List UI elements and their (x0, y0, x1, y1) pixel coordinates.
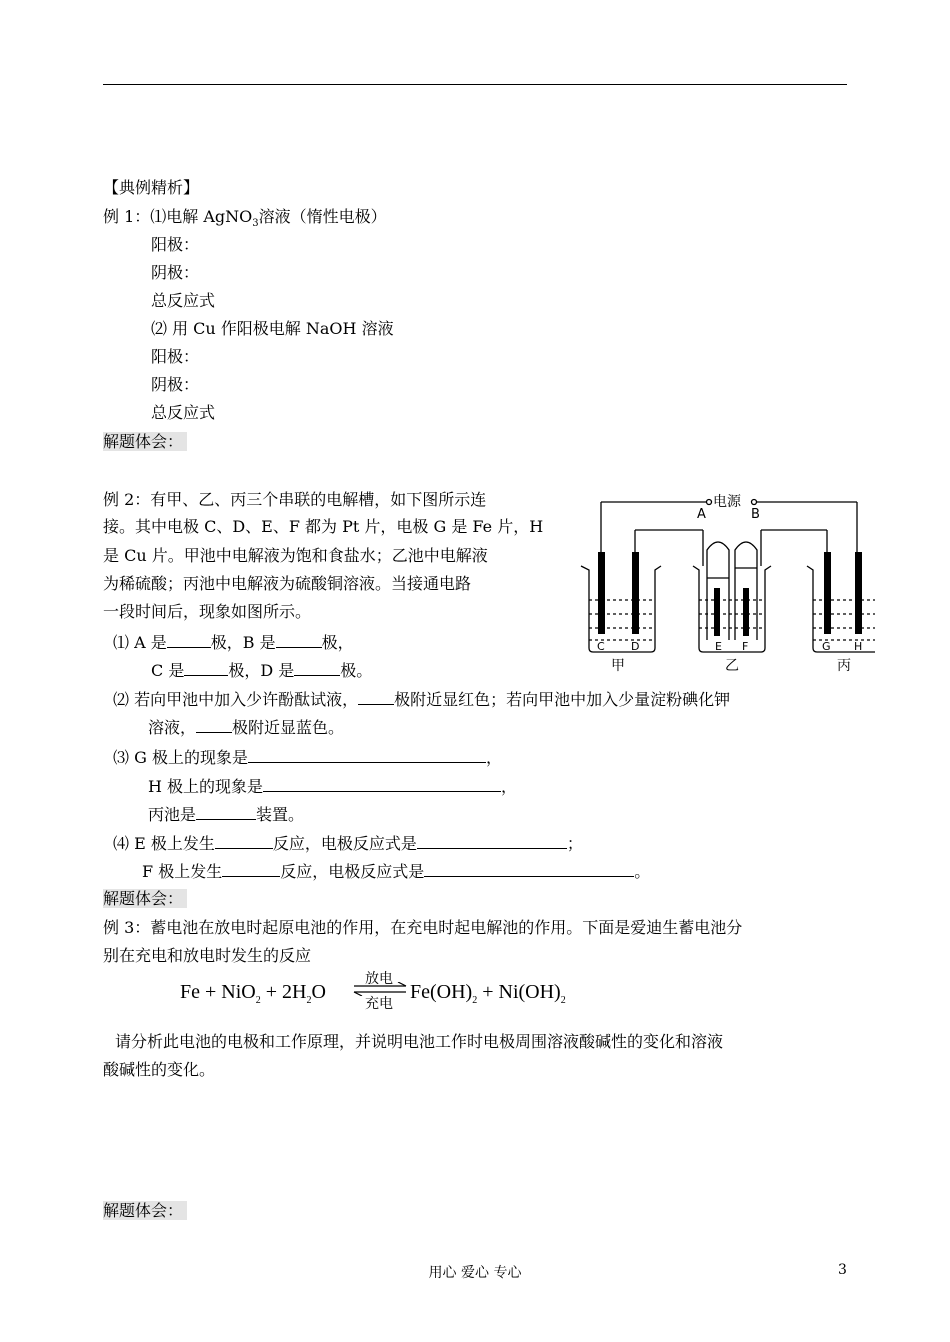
blank-e-eq[interactable] (417, 832, 567, 849)
blank-red[interactable] (358, 688, 394, 705)
ex1-total2: 总反应式 (151, 403, 216, 422)
blank-b[interactable] (276, 631, 322, 648)
ex2-q1-line2: C 是 极，D 是 极。 (151, 661, 373, 680)
ex2-p2: 接。其中电极 C、D、E、F 都为 Pt 片，电极 G 是 Fe 片，H (103, 517, 544, 536)
footer: 用心 爱心 专心 (428, 1265, 522, 1281)
ex1-anode2: 阳极： (151, 347, 200, 366)
ex3-p3: 请分析此电池的电极和工作原理，并说明电池工作时电极周围溶液酸碱性的变化和溶液 (115, 1032, 724, 1051)
label-e: E (715, 640, 722, 653)
label-g: G (822, 640, 831, 653)
power-label: 电源 (713, 494, 741, 510)
label-yi: 乙 (725, 658, 739, 674)
ex2-q2-line1: ⑵ 若向甲池中加入少许酚酞试液， 极附近显红色；若向甲池中加入少量淀粉碘化钾 (113, 690, 731, 709)
blank-c[interactable] (184, 659, 228, 676)
ex2-q3-line2: H 极上的现象是 ， (148, 777, 518, 796)
ex1-total: 总反应式 (151, 291, 216, 310)
header-rule (103, 84, 847, 85)
label-jia: 甲 (611, 658, 625, 674)
blank-e-type[interactable] (215, 832, 273, 849)
blank-device[interactable] (196, 803, 256, 820)
ex2-p5: 一段时间后，现象如图所示。 (103, 602, 312, 621)
blank-d[interactable] (294, 659, 340, 676)
label-c: C (597, 640, 605, 653)
blank-h[interactable] (263, 775, 501, 792)
label-bing: 丙 (837, 658, 851, 674)
ex2-q2-line2: 溶液， 极附近显蓝色。 (148, 718, 345, 737)
ex2-p3: 是 Cu 片。甲池中电解液为饱和食盐水；乙池中电解液 (103, 546, 488, 565)
ex2-q3-line3: 丙池是 装置。 (148, 805, 305, 824)
ex2-reflection: 解题体会： (103, 888, 187, 910)
ex2-q4-line2: F 极上发生 反应，电极反应式是 。 (142, 862, 651, 881)
eq-discharge-label: 放电 (365, 972, 393, 987)
label-d: D (631, 640, 640, 653)
ex1-line1: 例 1：⑴电解 AgNO$_3$溶液（惰性电极） (103, 207, 387, 230)
electrolysis-diagram (575, 490, 875, 680)
page-number: 3 (838, 1262, 847, 1278)
section-title: 【典例精析】 (103, 178, 200, 197)
blank-f-eq[interactable] (424, 860, 634, 877)
blank-g[interactable] (248, 746, 486, 763)
ex1-part2: ⑵ 用 Cu 作阳极电解 NaOH 溶液 (151, 319, 394, 338)
ex2-p4: 为稀硫酸；丙池中电解液为硫酸铜溶液。当接通电路 (103, 574, 472, 593)
label-b: B (751, 507, 760, 522)
ex1-cathode2: 阴极： (151, 375, 200, 394)
ex2-q3-line1: ⑶ G 极上的现象是 ， (113, 748, 502, 767)
ex1-anode: 阳极： (151, 235, 200, 254)
label-h: H (854, 640, 863, 653)
label-a: A (697, 507, 706, 522)
label-f: F (742, 640, 749, 653)
ex3-p4: 酸碱性的变化。 (103, 1060, 216, 1079)
ex1-reflection: 解题体会： (103, 431, 187, 453)
blank-a[interactable] (167, 631, 211, 648)
ex3-p1: 例 3：蓄电池在放电时起原电池的作用，在充电时起电解池的作用。下面是爱迪生蓄电池分 (103, 918, 743, 937)
ex1-cathode: 阴极： (151, 263, 200, 282)
ex3-reflection: 解题体会： (103, 1200, 187, 1222)
ex3-p2: 别在充电和放电时发生的反应 (103, 946, 312, 965)
blank-f-type[interactable] (222, 860, 280, 877)
ex2-p1: 例 2：有甲、乙、丙三个串联的电解槽，如下图所示连 (103, 490, 487, 509)
ex2-q4-line1: ⑷ E 极上发生 反应，电极反应式是 ； (113, 834, 583, 853)
eq-charge-label: 充电 (365, 997, 393, 1012)
ex2-q1-line1: ⑴ A 是 极，B 是 极， (113, 633, 354, 652)
blank-blue[interactable] (196, 716, 232, 733)
